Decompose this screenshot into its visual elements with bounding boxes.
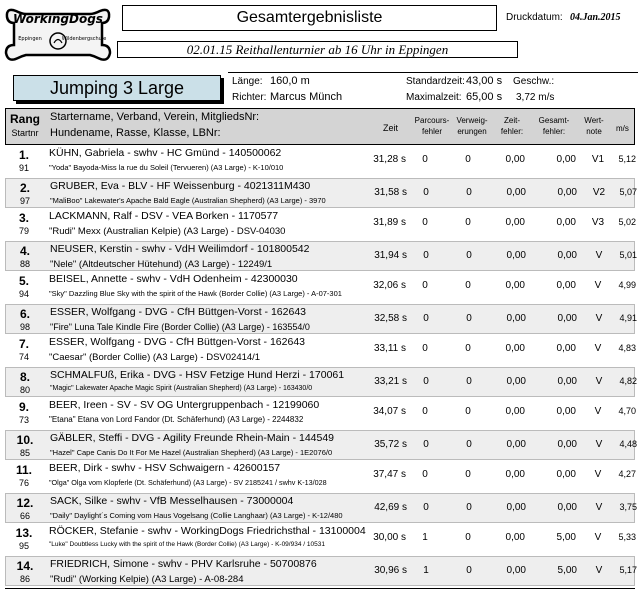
- row-zeitfehler: 0,00: [506, 186, 526, 198]
- row-wertnote: V: [594, 280, 602, 291]
- row-wertnote: V: [595, 438, 603, 450]
- row-startnr: 73: [18, 415, 29, 425]
- row-startnr: 80: [19, 384, 30, 395]
- row-verweigerungen: 0: [466, 249, 472, 261]
- course-info: [228, 72, 638, 105]
- row-rank: 4.: [19, 243, 30, 258]
- row-gesamtfehler: 0,00: [557, 249, 577, 261]
- row-zeitfehler: 0,00: [506, 564, 526, 576]
- row-starter-line: GÄBLER, Steffi - DVG - Agility Freunde Rhein-Main - 144549: [50, 431, 335, 444]
- logo-text: WorkingDogs: [13, 12, 103, 26]
- row-zeitfehler: 0,00: [505, 532, 525, 543]
- col-starter: Startername, Verband, Verein, MitgliedsNr:: [50, 111, 260, 123]
- row-dog-line: "Caesar" (Border Collie) (A3 Large) - DSV02414/1: [49, 352, 261, 363]
- row-speed: 4,83: [618, 343, 636, 353]
- row-starter-line: BEER, Dirk - swhv - HSV Schwaigern - 42600157: [49, 462, 281, 474]
- row-parcoursfehler: 0: [423, 186, 429, 198]
- row-startnr: 97: [19, 195, 30, 206]
- row-parcoursfehler: 0: [422, 154, 428, 165]
- row-starter-line: GRUBER, Eva - BLV - HF Weissenburg - 4021311M430: [50, 179, 311, 192]
- row-starter-line: LACKMANN, Ralf - DSV - VEA Borken - 1170577: [49, 210, 279, 222]
- row-startnr: 91: [18, 163, 29, 173]
- col-dog: Hundename, Rasse, Klasse, LBNr:: [50, 127, 221, 139]
- row-rank: 10.: [16, 432, 34, 447]
- row-wertnote: V: [594, 469, 602, 480]
- row-zeitfehler: 0,00: [506, 312, 526, 324]
- row-zeit: 33,21 s: [374, 375, 407, 387]
- event-title: 02.01.15 Reithallenturnier ab 16 Uhr in Eppingen: [117, 41, 518, 58]
- table-row: [5, 461, 635, 491]
- max-time-label: Maximalzeit:: [406, 92, 462, 103]
- row-zeit: 42,69 s: [374, 501, 407, 513]
- row-speed: 4,91: [619, 312, 637, 323]
- row-rank: 12.: [16, 495, 34, 510]
- row-verweigerungen: 0: [466, 438, 472, 450]
- row-startnr: 74: [18, 352, 29, 362]
- row-speed: 5,01: [619, 249, 637, 260]
- row-starter-line: BEISEL, Annette - swhv - VdH Odenheim - 42300030: [49, 273, 298, 285]
- row-rank: 11.: [15, 463, 33, 477]
- row-wertnote: V: [595, 501, 603, 513]
- row-startnr: 85: [19, 447, 30, 458]
- row-zeit: 32,06 s: [373, 280, 406, 291]
- row-rank: 1.: [18, 148, 29, 162]
- speed-value: 3,72 m/s: [516, 92, 555, 103]
- class-name: Jumping 3 Large: [13, 75, 221, 101]
- table-row: [5, 304, 635, 334]
- print-date: 04.Jan.2015: [570, 12, 621, 23]
- row-dog-line: "MaliBoo" Lakewater's Apache Bald Eagle (Australian Shepherd) (A3 Large) - 3970: [50, 195, 326, 205]
- row-gesamtfehler: 0,00: [556, 469, 576, 480]
- table-row: [5, 146, 635, 176]
- row-wertnote: V2: [592, 186, 606, 198]
- row-gesamtfehler: 0,00: [556, 217, 576, 228]
- standard-time-value: 43,00 s: [466, 75, 503, 87]
- row-speed: 4,99: [618, 280, 636, 290]
- table-row: [5, 524, 635, 554]
- row-rank: 5.: [18, 274, 29, 288]
- table-row: [5, 367, 635, 397]
- row-speed: 5,02: [618, 217, 636, 227]
- row-verweigerungen: 0: [465, 532, 471, 543]
- row-dog-line: "Daily" Daylight´s Coming vom Haus Vogelsang (Collie Langhaar) (A3 Large) - K-12/480: [50, 510, 343, 520]
- row-gesamtfehler: 0,00: [557, 312, 577, 324]
- table-row: [5, 556, 635, 586]
- row-zeit: 35,72 s: [374, 438, 407, 450]
- row-wertnote: V: [594, 406, 602, 417]
- row-dog-line: "Sky" Dazzling Blue Sky with the spirit of the Hawk (Border Collie) (A3 Large) - A-07-301: [49, 289, 342, 298]
- row-zeit: 30,00 s: [373, 532, 406, 543]
- row-zeit: 34,07 s: [373, 406, 406, 417]
- col-zeit: Zeit: [383, 123, 399, 133]
- table-row: [5, 335, 635, 365]
- row-startnr: 79: [18, 226, 29, 236]
- row-dog-line: "Olga" Olga vom Klopferle (Dt. Schäferhund) (A3 Large) - SV 2185241 / swhv K-13/028: [49, 478, 327, 487]
- table-bottom-rule: [5, 588, 635, 589]
- club-logo: [2, 3, 114, 65]
- judge-value: Marcus Münch: [270, 91, 343, 103]
- row-parcoursfehler: 0: [423, 375, 429, 387]
- report-title: Gesamtergebnisliste: [122, 5, 497, 31]
- row-dog-line: "Rudi" (Working Kelpie) (A3 Large) - A-08-284: [50, 573, 244, 585]
- row-starter-line: SCHMALFUß, Erika - DVG - HSV Fetzige Hund Herzi - 170061: [50, 368, 345, 381]
- row-dog-line: "Rudi" Mexx (Australian Kelpie) (A3 Large) - DSV-04030: [49, 226, 286, 237]
- row-zeit: 33,11 s: [373, 343, 406, 354]
- row-parcoursfehler: 0: [422, 217, 428, 228]
- standard-time-label: Standardzeit:: [406, 76, 465, 87]
- max-time-value: 65,00 s: [466, 91, 503, 103]
- row-rank: 8.: [19, 369, 30, 384]
- table-row: [5, 178, 635, 208]
- row-startnr: 94: [18, 289, 29, 299]
- col-gesamtfehler: Gesamt- fehler:: [538, 116, 570, 136]
- col-verweigerungen: Verweig- erungen: [456, 116, 488, 136]
- row-verweigerungen: 0: [465, 343, 471, 354]
- row-dog-line: "Nele" (Altdeutscher Hütehund) (A3 Large) - 12249/1: [50, 258, 273, 270]
- row-starter-line: RÖCKER, Stefanie - swhv - WorkingDogs Friedrichsthal - 13100004: [49, 525, 366, 537]
- row-gesamtfehler: 0,00: [556, 406, 576, 417]
- row-verweigerungen: 0: [465, 406, 471, 417]
- row-zeitfehler: 0,00: [505, 406, 525, 417]
- row-speed: 4,70: [618, 406, 636, 416]
- row-zeit: 32,58 s: [374, 312, 407, 324]
- row-starter-line: ESSER, Wolfgang - DVG - CfH Büttgen-Vorst - 162643: [49, 336, 306, 348]
- row-parcoursfehler: 0: [422, 406, 428, 417]
- row-speed: 5,17: [619, 564, 637, 575]
- row-speed: 5,07: [619, 186, 637, 197]
- row-starter-line: SACK, Silke - swhv - VfB Messelhausen - 73000004: [50, 494, 294, 507]
- row-starter-line: KÜHN, Gabriela - swhv - HC Gmünd - 140500062: [49, 147, 282, 159]
- row-gesamtfehler: 0,00: [557, 186, 577, 198]
- row-parcoursfehler: 0: [422, 343, 428, 354]
- row-zeitfehler: 0,00: [505, 469, 525, 480]
- row-dog-line: "Hazel" Cape Canis Do It For Me Hazel (Australian Shepherd) (A3 Large) - 1E2076/0: [50, 447, 333, 457]
- row-startnr: 86: [19, 573, 30, 584]
- row-dog-line: "Luke" Doubtless Lucky with the spirit of the Hawk (Border Collie) (A3 Large) - K-09/934 / 10531: [49, 541, 325, 548]
- row-verweigerungen: 0: [466, 186, 472, 198]
- row-gesamtfehler: 0,00: [557, 375, 577, 387]
- row-starter-line: NEUSER, Kerstin - swhv - VdH Weilimdorf - 101800542: [50, 242, 310, 255]
- row-verweigerungen: 0: [465, 469, 471, 480]
- row-wertnote: V: [595, 249, 603, 261]
- row-wertnote: V: [595, 564, 603, 576]
- row-gesamtfehler: 0,00: [556, 154, 576, 165]
- row-zeitfehler: 0,00: [506, 249, 526, 261]
- row-gesamtfehler: 5,00: [556, 532, 576, 543]
- row-zeit: 31,28 s: [373, 154, 406, 165]
- logo-right-text: Wildenbergschule: [61, 36, 107, 42]
- row-speed: 4,27: [618, 469, 636, 479]
- row-parcoursfehler: 1: [422, 532, 428, 543]
- col-wertnote: Wert- note: [584, 116, 604, 136]
- print-date-label: Druckdatum:: [506, 12, 563, 23]
- row-wertnote: V: [595, 375, 603, 387]
- table-row: [5, 398, 635, 428]
- row-verweigerungen: 0: [466, 564, 472, 576]
- row-gesamtfehler: 5,00: [557, 564, 577, 576]
- row-zeitfehler: 0,00: [505, 343, 525, 354]
- col-parcours: Parcours- fehler: [414, 116, 450, 136]
- col-ms: m/s: [616, 124, 629, 133]
- row-rank: 3.: [18, 211, 29, 225]
- row-zeitfehler: 0,00: [506, 501, 526, 513]
- row-rank: 2.: [19, 180, 30, 195]
- col-startnr: Startnr: [11, 128, 39, 138]
- row-zeit: 30,96 s: [374, 564, 407, 576]
- row-dog-line: "Fire" Luna Tale Kindle Fire (Border Collie) (A3 Large) - 163554/0: [50, 321, 310, 332]
- row-verweigerungen: 0: [465, 217, 471, 228]
- row-speed: 4,82: [619, 375, 637, 386]
- row-verweigerungen: 0: [465, 280, 471, 291]
- row-zeitfehler: 0,00: [505, 154, 525, 165]
- table-row: [5, 209, 635, 239]
- row-starter-line: ESSER, Wolfgang - DVG - CfH Büttgen-Vorst - 162643: [50, 305, 307, 318]
- row-zeitfehler: 0,00: [506, 438, 526, 450]
- table-row: [5, 493, 635, 523]
- logo-left-text: Eppingen: [18, 36, 42, 42]
- row-dog-line: "Yoda" Bayoda-Miss la rue du Soleil (Tervueren) (A3 Large) - K-10/010: [49, 163, 284, 172]
- row-verweigerungen: 0: [466, 375, 472, 387]
- row-parcoursfehler: 0: [422, 469, 428, 480]
- row-speed: 4,48: [619, 438, 637, 449]
- row-wertnote: V: [594, 532, 602, 543]
- row-parcoursfehler: 0: [423, 501, 429, 513]
- row-parcoursfehler: 0: [422, 280, 428, 291]
- row-zeit: 37,47 s: [373, 469, 406, 480]
- table-row: [5, 241, 635, 271]
- row-zeit: 31,94 s: [374, 249, 407, 261]
- row-rank: 13.: [15, 526, 33, 540]
- row-startnr: 88: [19, 258, 30, 269]
- row-zeitfehler: 0,00: [505, 280, 525, 291]
- row-rank: 6.: [19, 306, 30, 321]
- row-gesamtfehler: 0,00: [557, 438, 577, 450]
- row-starter-line: FRIEDRICH, Simone - swhv - PHV Karlsruhe - 50700876: [50, 557, 317, 570]
- length-label: Länge:: [232, 76, 263, 87]
- row-startnr: 76: [18, 478, 29, 488]
- row-gesamtfehler: 0,00: [556, 343, 576, 354]
- row-parcoursfehler: 0: [423, 249, 429, 261]
- row-verweigerungen: 0: [466, 501, 472, 513]
- row-speed: 5,33: [618, 532, 636, 542]
- row-startnr: 95: [18, 541, 29, 551]
- row-parcoursfehler: 1: [423, 564, 429, 576]
- row-wertnote: V1: [591, 154, 605, 165]
- col-zeitfehler: Zeit- fehler:: [500, 116, 524, 136]
- row-wertnote: V: [595, 312, 603, 324]
- row-rank: 9.: [18, 400, 29, 414]
- row-wertnote: V3: [591, 217, 605, 228]
- speed-label: Geschw.:: [513, 76, 555, 87]
- row-rank: 14.: [16, 558, 34, 573]
- row-parcoursfehler: 0: [423, 312, 429, 324]
- row-speed: 3,75: [619, 501, 637, 512]
- row-verweigerungen: 0: [466, 312, 472, 324]
- row-dog-line: "Etana" Etana von Lord Fandor (Dt. Schäferhund) (A3 Large) - 2244832: [49, 415, 304, 424]
- row-wertnote: V: [594, 343, 602, 354]
- row-verweigerungen: 0: [465, 154, 471, 165]
- row-gesamtfehler: 0,00: [557, 501, 577, 513]
- row-parcoursfehler: 0: [423, 438, 429, 450]
- row-dog-line: "Magic" Lakewater Apache Magic Spirit (Australian Shepherd) (A3 Large) - 163430/0: [50, 384, 313, 392]
- row-zeit: 31,58 s: [374, 186, 407, 198]
- col-rang: Rang: [10, 112, 40, 126]
- row-rank: 7.: [18, 337, 29, 351]
- table-row: [5, 272, 635, 302]
- row-gesamtfehler: 0,00: [556, 280, 576, 291]
- row-starter-line: BEER, Ireen - SV - SV OG Untergruppenbach - 12199060: [49, 399, 320, 411]
- table-row: [5, 430, 635, 460]
- row-zeitfehler: 0,00: [506, 375, 526, 387]
- row-startnr: 98: [19, 321, 30, 332]
- row-zeit: 31,89 s: [373, 217, 406, 228]
- length-value: 160,0 m: [270, 75, 310, 87]
- row-speed: 5,12: [618, 154, 636, 164]
- row-zeitfehler: 0,00: [505, 217, 525, 228]
- table-header: [5, 108, 635, 145]
- judge-label: Richter:: [232, 92, 267, 103]
- row-startnr: 66: [19, 510, 30, 521]
